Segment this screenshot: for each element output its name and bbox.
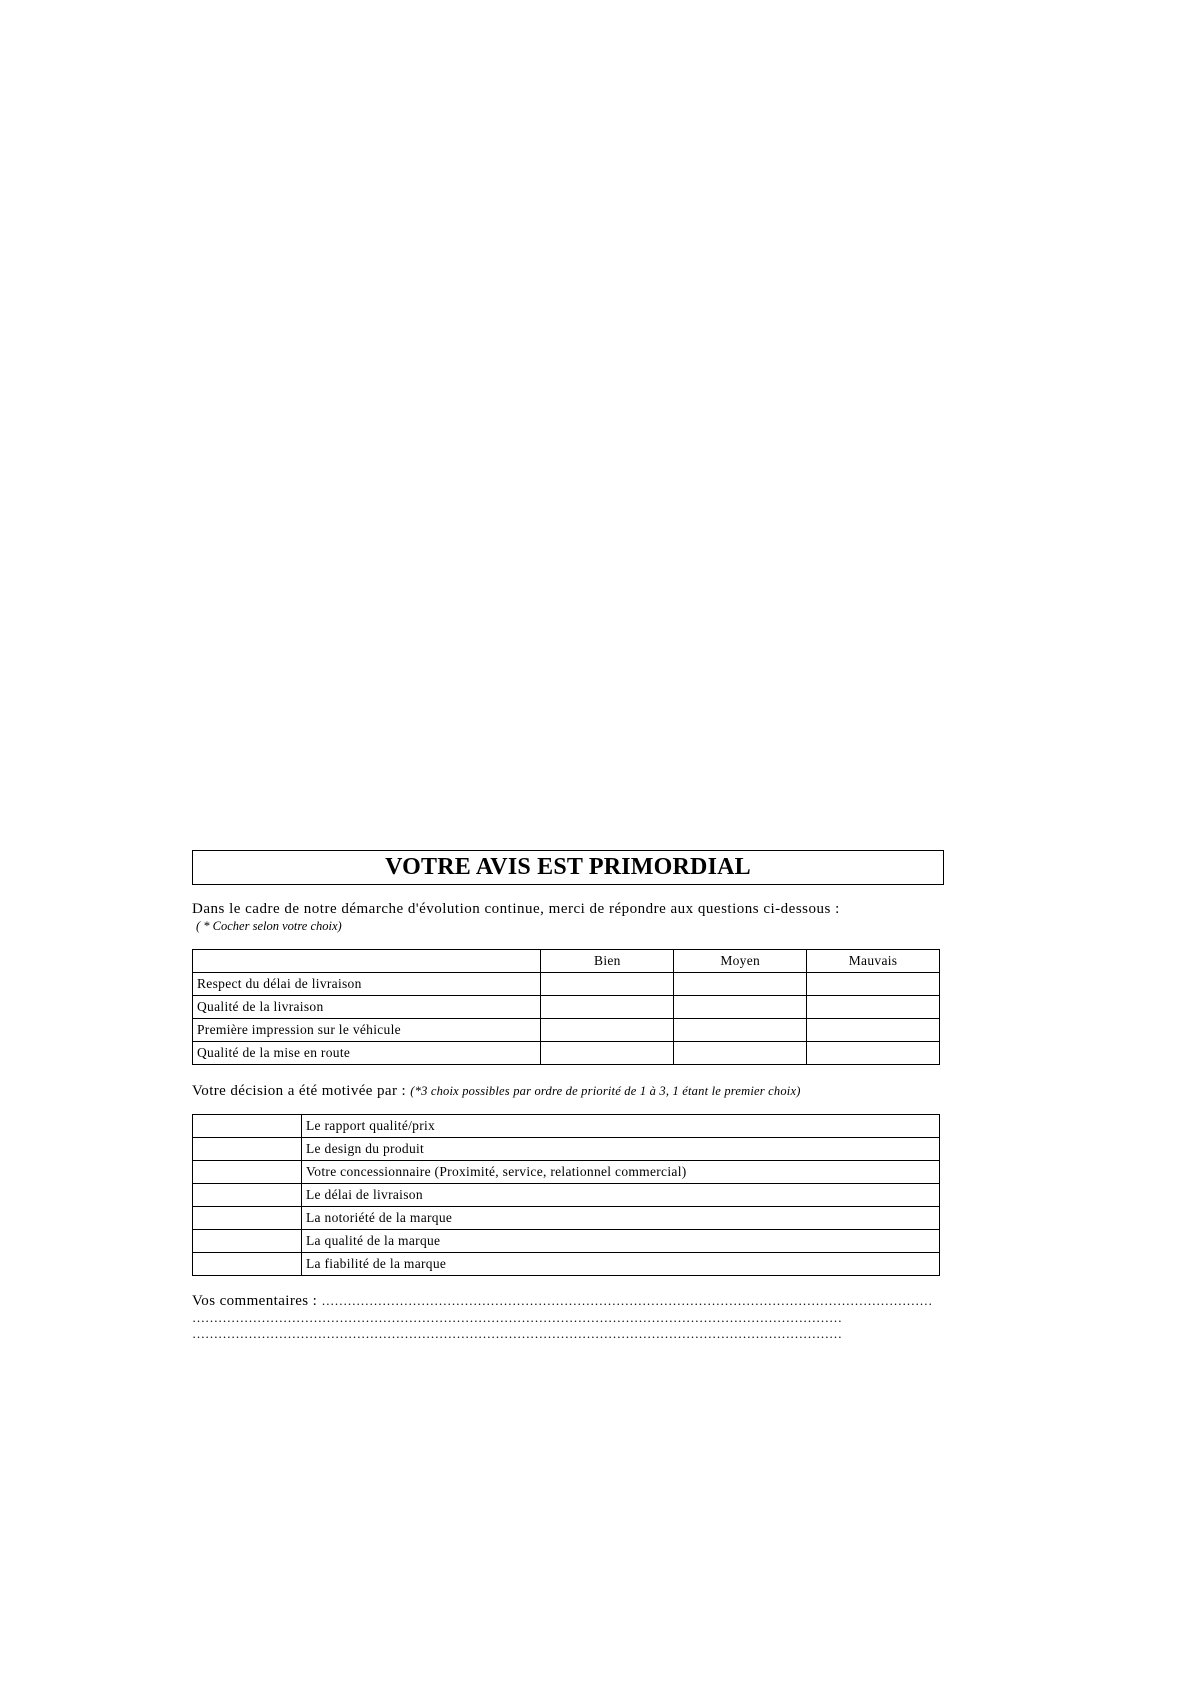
- decision-label: Votre décision a été motivée par :: [192, 1083, 407, 1099]
- comments-line-2[interactable]: ……………………………………………………………………………………………………………………………………: [192, 1310, 842, 1325]
- intro-note: ( * Cocher selon votre choix): [196, 919, 342, 933]
- table-row: [193, 1253, 940, 1276]
- check-cell-bien[interactable]: [541, 1042, 674, 1065]
- check-cell-moyen[interactable]: [674, 973, 807, 996]
- table-row: [193, 1138, 940, 1161]
- decision-note: (*3 choix possibles par ordre de priorité de 1 à 3, 1 étant le premier choix): [410, 1084, 801, 1098]
- rank-input-cell[interactable]: [193, 1253, 302, 1276]
- form-title: VOTRE AVIS EST PRIMORDIAL: [192, 850, 944, 885]
- check-cell-mauvais[interactable]: [807, 973, 940, 996]
- row-label: Respect du délai de livraison: [193, 973, 541, 996]
- motivation-label: La qualité de la marque: [302, 1230, 940, 1253]
- motivation-label: La notoriété de la marque: [302, 1207, 940, 1230]
- table-row: [193, 973, 940, 996]
- check-cell-mauvais[interactable]: [807, 1019, 940, 1042]
- column-header-mauvais: Mauvais: [807, 950, 940, 973]
- rank-input-cell[interactable]: [193, 1161, 302, 1184]
- check-cell-bien[interactable]: [541, 973, 674, 996]
- rank-input-cell[interactable]: [193, 1207, 302, 1230]
- column-header-moyen: Moyen: [674, 950, 807, 973]
- check-cell-moyen[interactable]: [674, 1019, 807, 1042]
- table-row: [193, 1207, 940, 1230]
- column-header-bien: Bien: [541, 950, 674, 973]
- decision-prompt: [192, 1083, 944, 1100]
- check-cell-moyen[interactable]: [674, 996, 807, 1019]
- check-cell-mauvais[interactable]: [807, 996, 940, 1019]
- comments-label: Vos commentaires :: [192, 1293, 318, 1309]
- motivation-label: Le délai de livraison: [302, 1184, 940, 1207]
- rank-input-cell[interactable]: [193, 1230, 302, 1253]
- check-cell-bien[interactable]: [541, 996, 674, 1019]
- motivation-table: [192, 1114, 940, 1276]
- motivation-label: Le design du produit: [302, 1138, 940, 1161]
- check-cell-moyen[interactable]: [674, 1042, 807, 1065]
- table-row: [193, 1115, 940, 1138]
- table-row: [193, 1184, 940, 1207]
- comments-section: [192, 1292, 944, 1342]
- table-row: [193, 1019, 940, 1042]
- table-row: [193, 1042, 940, 1065]
- row-label: Qualité de la mise en route: [193, 1042, 541, 1065]
- table-header-row: [193, 950, 940, 973]
- table-row: [193, 996, 940, 1019]
- rank-input-cell[interactable]: [193, 1115, 302, 1138]
- rank-input-cell[interactable]: [193, 1184, 302, 1207]
- satisfaction-table: [192, 949, 940, 1065]
- rank-input-cell[interactable]: [193, 1138, 302, 1161]
- comments-line-1[interactable]: [192, 1292, 940, 1310]
- table-row: [193, 1230, 940, 1253]
- row-label: Première impression sur le véhicule: [193, 1019, 541, 1042]
- check-cell-bien[interactable]: [541, 1019, 674, 1042]
- intro-text: Dans le cadre de notre démarche d'évolution continue, merci de répondre aux questions ci-dessous :: [192, 901, 840, 917]
- motivation-label: Le rapport qualité/prix: [302, 1115, 940, 1138]
- check-cell-mauvais[interactable]: [807, 1042, 940, 1065]
- column-header-empty: [193, 950, 541, 973]
- motivation-label: Votre concessionnaire (Proximité, service, relationnel commercial): [302, 1161, 940, 1184]
- comments-line-3[interactable]: ……………………………………………………………………………………………………………………………………: [192, 1326, 842, 1341]
- motivation-label: La fiabilité de la marque: [302, 1253, 940, 1276]
- row-label: Qualité de la livraison: [193, 996, 541, 1019]
- satisfaction-form: [192, 850, 944, 1342]
- comments-dots: ……………………………………………………………………………………………………………………………: [321, 1293, 933, 1308]
- table-row: [193, 1161, 940, 1184]
